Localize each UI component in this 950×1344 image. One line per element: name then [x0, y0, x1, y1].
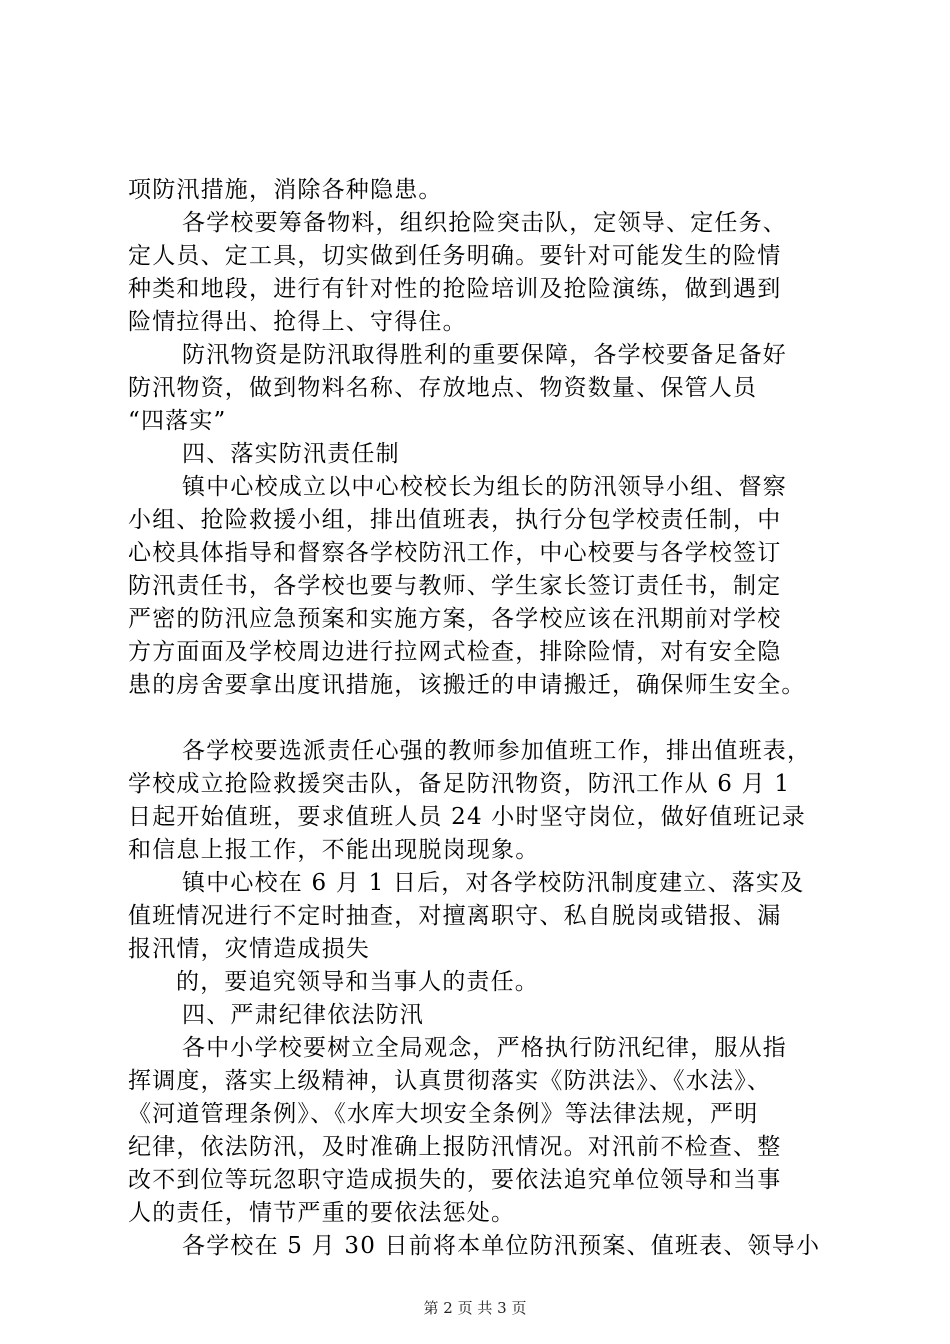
text-line: 项防汛措施，消除各种隐患。 [128, 177, 443, 203]
page-number-footer: 第 2 页 共 3 页 [423, 1299, 527, 1317]
text-line: 防汛物资是防汛取得胜利的重要保障，各学校要备足备好 [182, 342, 787, 368]
text-line: 纪律，依法防汛，及时准确上报防汛情况。对汛前不检查、整 [128, 1134, 782, 1160]
text-line: 各学校在 5 月 30 日前将本单位防汛预案、值班表、领导小 [182, 1233, 821, 1259]
text-line: 和信息上报工作，不能出现脱岗现象。 [128, 837, 540, 863]
text-line: 挥调度，落实上级精神，认真贯彻落实《防洪法》、《水法》、 [128, 1068, 772, 1094]
text-line: 各学校要筹备物料，组织抢险突击队，定领导、定任务、 [182, 210, 787, 236]
text-line: 险情拉得出、抢得上、守得住。 [128, 309, 467, 335]
text-line: 《河道管理条例》、《水库大坝安全条例》等法律法规，严明 [128, 1101, 759, 1127]
text-line: 镇中心校在 6 月 1 日后，对各学校防汛制度建立、落实及 [182, 870, 805, 896]
text-line: 的，要追究领导和当事人的责任。 [176, 969, 539, 995]
text-line: 各学校要选派责任心强的教师参加值班工作，排出值班表， [182, 738, 812, 764]
text-line: 值班情况进行不定时抽查，对擅离职守、私自脱岗或错报、漏 [128, 903, 782, 929]
text-line: 方方面面及学校周边进行拉网式检查，排除险情，对有安全隐 [128, 639, 782, 665]
section-heading: 四、落实防汛责任制 [182, 441, 400, 467]
text-line: “四落实” [128, 408, 227, 434]
text-line: 各中小学校要树立全局观念，严格执行防汛纪律，服从指 [182, 1035, 787, 1061]
text-line: 报汛情，灾情造成损失 [128, 936, 370, 962]
text-line: 改不到位等玩忽职守造成损失的，要依法追究单位领导和当事 [128, 1167, 782, 1193]
text-line: 防汛责任书，各学校也要与教师、学生家长签订责任书，制定 [128, 573, 782, 599]
text-line: 小组、抢险救援小组，排出值班表，执行分包学校责任制，中 [128, 507, 782, 533]
text-line: 严密的防汛应急预案和实施方案，各学校应该在汛期前对学校 [128, 606, 782, 632]
text-line: 心校具体指导和督察各学校防汛工作，中心校要与各学校签订 [128, 540, 782, 566]
section-heading: 四、严肃纪律依法防汛 [182, 1002, 424, 1028]
text-line: 防汛物资，做到物料名称、存放地点、物资数量、保管人员 [128, 375, 758, 401]
text-line: 日起开始值班，要求值班人员 24 小时坚守岗位，做好值班记录 [128, 804, 806, 830]
text-line: 定人员、定工具，切实做到任务明确。要针对可能发生的险情 [128, 243, 782, 269]
text-line: 镇中心校成立以中心校校长为组长的防汛领导小组、督察 [182, 474, 787, 500]
text-line: 患的房舍要拿出度讯措施，该搬迁的申请搬迁，确保师生安全。 [128, 672, 806, 698]
text-line: 种类和地段，进行有针对性的抢险培训及抢险演练，做到遇到 [128, 276, 782, 302]
text-line: 人的责任，情节严重的要依法惩处。 [128, 1200, 516, 1226]
text-line: 学校成立抢险救援突击队，备足防汛物资，防汛工作从 6 月 1 [128, 771, 791, 797]
